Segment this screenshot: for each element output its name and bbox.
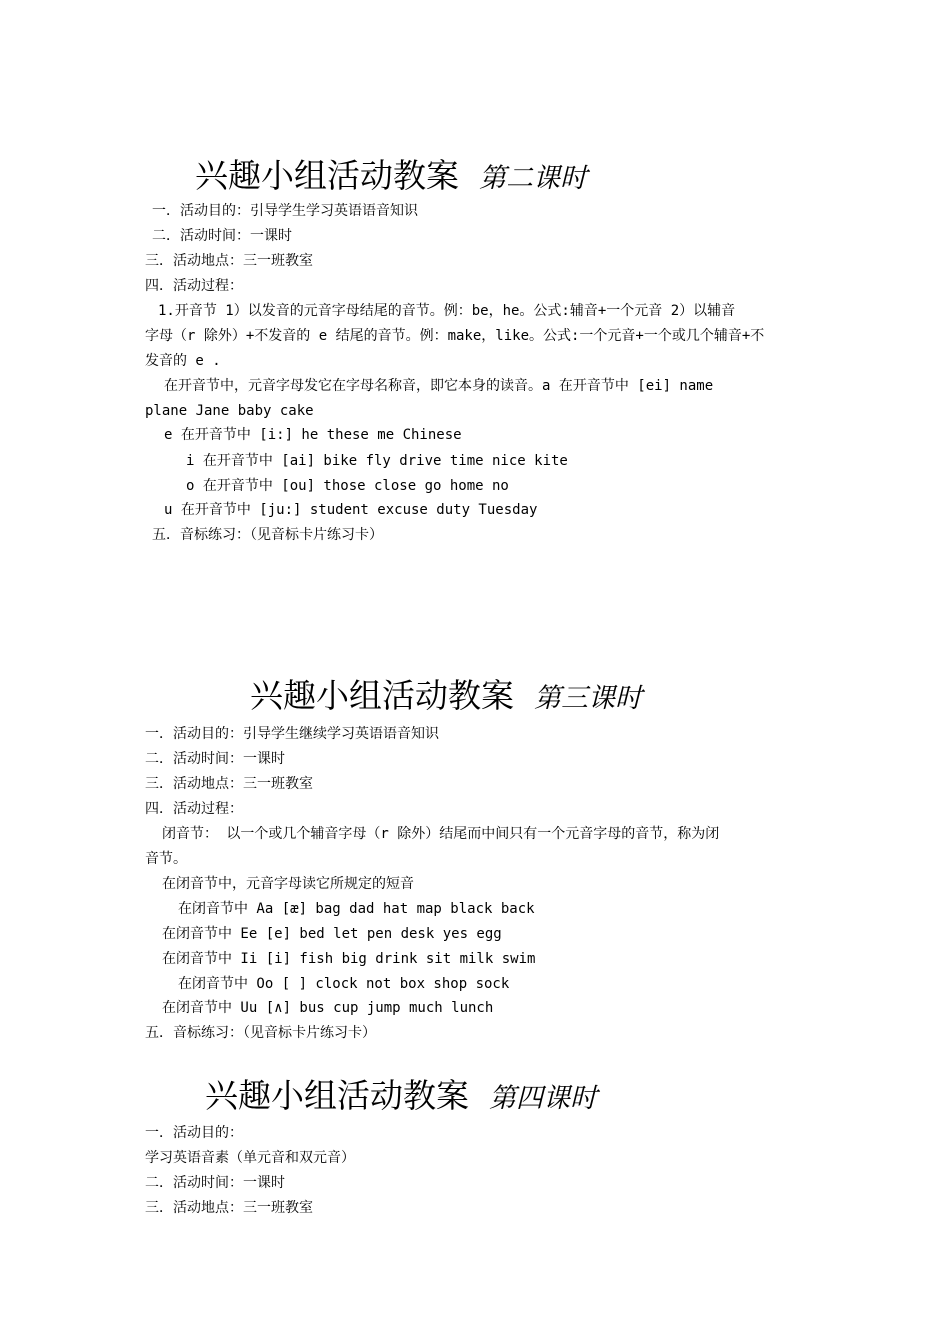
- section-1-line: 二．活动时间：一课时: [152, 228, 292, 244]
- section-1-line: 四．活动过程：: [145, 278, 243, 294]
- section-1-line: o 在开音节中 [ou] those close go home no: [186, 478, 509, 494]
- section-1-line: u 在开音节中 [ju:] student excuse duty Tuesday: [164, 502, 538, 518]
- section-1-subtitle: 第二课时: [479, 163, 587, 194]
- section-2-line: 音节。: [145, 851, 187, 867]
- section-1-line: 字母（r 除外）+不发音的 e 结尾的音节。例：make，like。公式:一个元音+一个或几个辅音+不: [145, 328, 765, 344]
- section-1-line: 发音的 e .: [145, 353, 221, 369]
- section-3-line: 三．活动地点：三一班教室: [145, 1200, 313, 1216]
- section-1-line: e 在开音节中 [i:] he these me Chinese: [164, 427, 462, 443]
- section-3-subtitle: 第四课时: [489, 1083, 597, 1114]
- section-2-line: 在闭音节中，元音字母读它所规定的短音: [162, 876, 414, 892]
- section-1-line: 一．活动目的：引导学生学习英语语音知识: [152, 203, 418, 219]
- section-2-line: 二．活动时间：一课时: [145, 751, 285, 767]
- section-2-line: 一．活动目的：引导学生继续学习英语语音知识: [145, 726, 439, 742]
- section-2-line: 闭音节： 以一个或几个辅音字母（r 除外）结尾而中间只有一个元音字母的音节，称为闭: [162, 826, 720, 842]
- section-2-subtitle: 第三课时: [534, 683, 642, 714]
- section-2-line: 四．活动过程：: [145, 801, 243, 817]
- section-1-line: 三．活动地点：三一班教室: [145, 253, 313, 269]
- section-2-line: 在闭音节中 Uu [∧] bus cup jump much lunch: [162, 1000, 494, 1016]
- section-1-line: 在开音节中，元音字母发它在字母名称音，即它本身的读音。a 在开音节中 [ei] name: [164, 378, 714, 394]
- section-2-line: 在闭音节中 Ee [e] bed let pen desk yes egg: [162, 926, 502, 942]
- section-2-line: 在闭音节中 Oo [ ] clock not box shop sock: [178, 976, 510, 992]
- section-1-line: i 在开音节中 [ai] bike fly drive time nice kite: [186, 453, 568, 469]
- section-1-heading: [195, 156, 587, 196]
- section-3-line: 学习英语音素（单元音和双元音）: [145, 1150, 355, 1166]
- section-2-line: 三．活动地点：三一班教室: [145, 776, 313, 792]
- section-1-line: 五．音标练习：（见音标卡片练习卡）: [152, 527, 383, 543]
- section-3-line: 一．活动目的：: [145, 1125, 243, 1141]
- section-2-heading: [250, 676, 642, 716]
- section-1-line: 1.开音节 1）以发音的元音字母结尾的音节。例：be，he。公式:辅音+一个元音 2）以辅音: [158, 303, 736, 319]
- section-3-line: 二．活动时间：一课时: [145, 1175, 285, 1191]
- section-2-line: 在闭音节中 Ii [i] fish big drink sit milk swim: [162, 951, 536, 967]
- section-1-line: plane Jane baby cake: [145, 403, 314, 419]
- section-1-title: 兴趣小组活动教案: [195, 156, 459, 195]
- section-2-title: 兴趣小组活动教案: [250, 676, 514, 715]
- section-3-title: 兴趣小组活动教案: [205, 1076, 469, 1115]
- section-2-line: 在闭音节中 Aa [æ] bag dad hat map black back: [178, 901, 535, 917]
- section-2-line: 五．音标练习：（见音标卡片练习卡）: [145, 1025, 376, 1041]
- section-3-heading: [205, 1076, 597, 1116]
